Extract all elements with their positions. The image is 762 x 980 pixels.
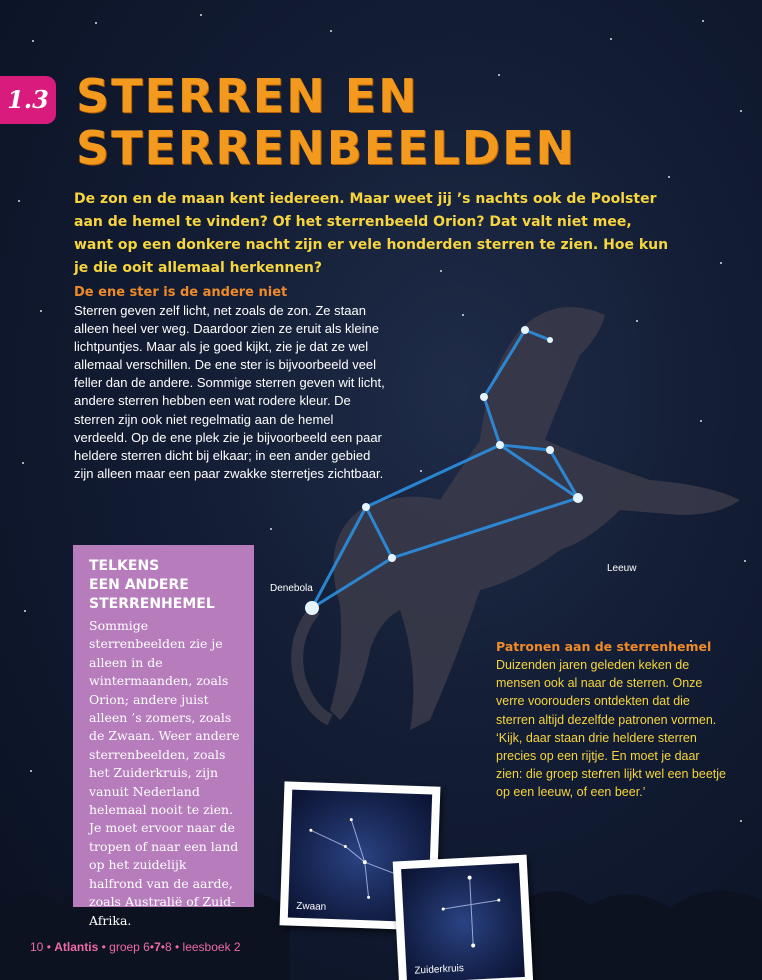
title-line-2: STERRENBEELDEN <box>76 121 577 175</box>
page-footer <box>30 940 241 954</box>
group-current: 7 <box>154 940 161 954</box>
label-denebola: Denebola <box>270 583 313 594</box>
book-title: Atlantis <box>54 940 99 954</box>
section2-text: Duizenden jaren geleden keken de mensen ook al naar de sterren. Onze verre voorouders ontdekten dat die sterren altijd dezelfde patronen vormen. ‘Kijk, daar staan drie heldere sterren precies op een rijtje. En moet je daar zien: die groep sterren lijkt wel een beetje op een leeuw, of een beer.’ <box>496 658 726 800</box>
info-box-sterrenhemel <box>73 545 254 928</box>
photo-zuiderkruis <box>393 855 534 980</box>
info-box-heading-line-3: STERRENHEMEL <box>89 596 215 612</box>
section2-heading: Patronen aan de sterrenhemel <box>496 639 712 654</box>
photo-zuiderkruis-caption: Zuiderkruis <box>414 963 465 977</box>
photo-zwaan-caption: Zwaan <box>296 900 327 913</box>
title-line-1: STERREN EN <box>76 69 419 123</box>
info-box-heading-line-2: EEN ANDERE <box>89 577 189 593</box>
info-box-heading <box>89 557 244 614</box>
chapter-badge: 1.3 <box>0 76 56 124</box>
photo-zuiderkruis-image <box>401 863 525 980</box>
section1-heading: De ene ster is de andere niet <box>74 285 288 300</box>
lion-tail <box>297 610 330 720</box>
footer-separator: • <box>149 940 155 954</box>
section-patronen <box>496 638 728 802</box>
section-ene-ster <box>74 284 389 483</box>
footer-separator: • <box>101 940 106 954</box>
page-number: 10 <box>30 940 44 954</box>
info-box-text: Sommige sterrenbeelden zie je alleen in de wintermaanden, zoals Orion; andere juist alleen ’s zomers, zoals de Zwaan. Weer andere sterrenbeelden, zoals het Zuiderkruis, zijn vanuit Nederland helemaal nooit te zien. Je moet ervoor naar de tropen of naar een land op het zuidelijk halfrond van de aarde, zoals Australië of Zuid-Afrika. <box>89 618 240 928</box>
footer-separator: • <box>174 940 180 954</box>
reader-name: leesboek 2 <box>182 940 241 954</box>
group-suffix: 8 <box>164 940 172 954</box>
info-box-heading-line-1: TELKENS <box>89 558 160 574</box>
footer-separator: • <box>46 940 51 954</box>
star-denebola <box>305 601 319 615</box>
intro-text: De zon en de maan kent iedereen. Maar weet jij ’s nachts ook de Poolster aan de hemel te vinden? Of het sterrenbeeld Orion? Dat valt niet mee, want op een donkere nacht zijn er vele honderden sterren te zien. Hoe kun je die ooit allemaal herkennen? <box>74 191 669 276</box>
footer-separator: • <box>160 940 165 954</box>
section1-text: Sterren geven zelf licht, net zoals de zon. Ze staan alleen heel ver weg. Daardoor zien ze eruit als kleine lichtpuntjes. Maar als je goed kijkt, zie je dat ze wel allemaal verschillen. De ene ster is bijvoorbeeld veel feller dan de andere. Sommige sterren geven wit licht, andere sterren hebben een wat rodere kleur. De sterren zijn ook niet regelmatig aan de hemel verdeeld. Op de ene plek zie je bijvoorbeeld een paar heldere sterren dicht bij elkaar; in een ander gebied zijn alleen maar een paar zwakke sterretjes zichtbaar. <box>74 303 385 481</box>
page-title <box>76 70 576 174</box>
group-prefix: groep 6 <box>109 940 150 954</box>
label-leeuw: Leeuw <box>607 563 637 574</box>
